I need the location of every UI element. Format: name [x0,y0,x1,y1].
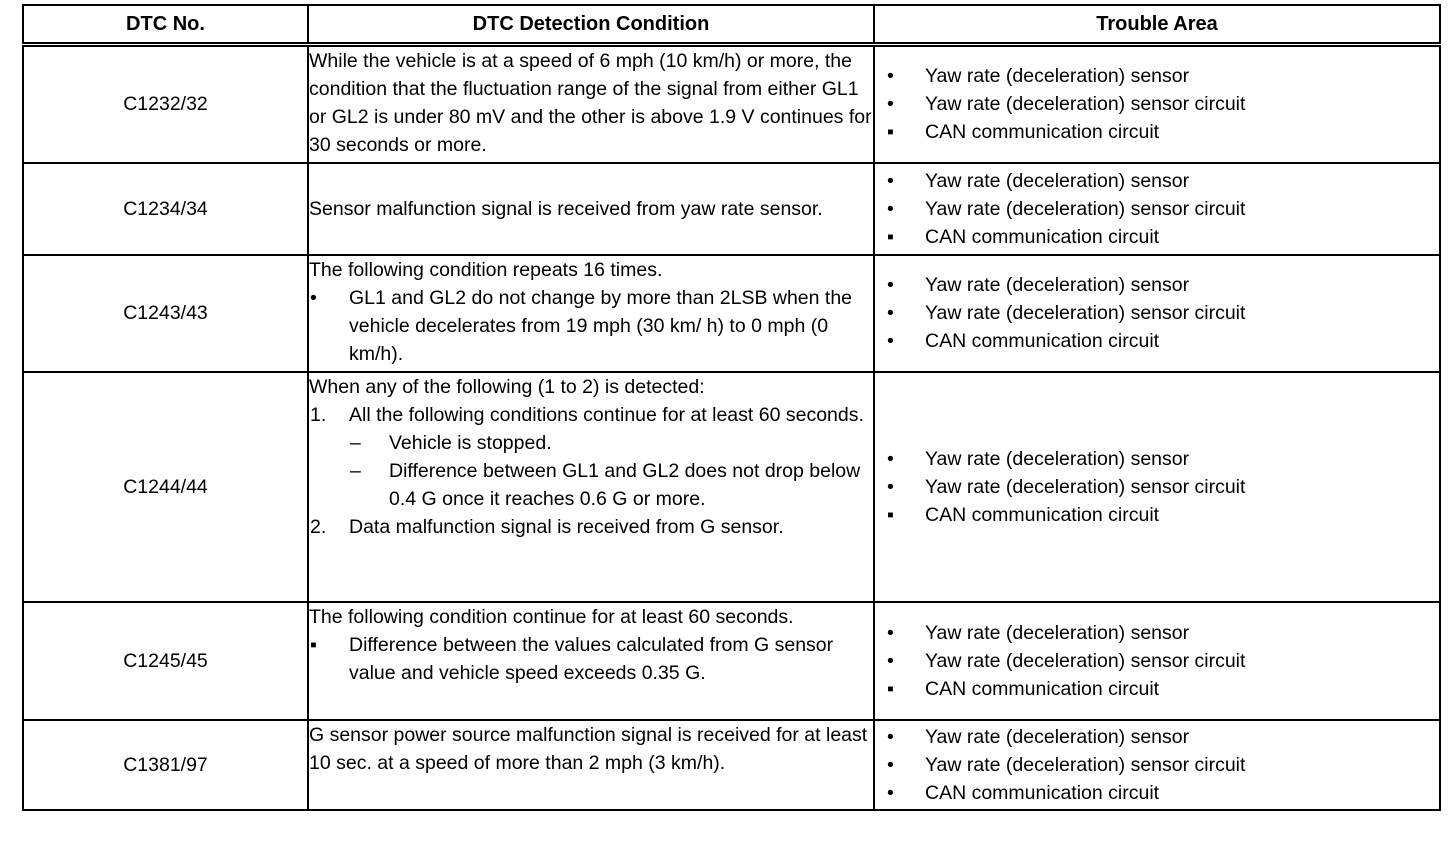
list-item [875,751,1439,779]
trouble-area-item: Yaw rate (deceleration) sensor [925,621,1190,644]
list-item [875,619,1439,647]
dash-icon: – [350,431,361,454]
trouble-area-item: CAN communication circuit [925,503,1160,526]
dash-icon: – [350,459,361,482]
table-row [23,720,1440,810]
bullet-icon: • [887,725,894,748]
condition-item: Data malfunction signal is received from G sensor. [349,515,784,538]
square-bullet-icon: ▪ [887,225,894,248]
bullet-icon: • [887,274,894,296]
condition-subitem: Vehicle is stopped. [389,431,552,454]
trouble-area [874,372,1440,602]
bullet-icon: • [887,302,894,324]
trouble-area-item: Yaw rate (deceleration) sensor circuit [925,93,1246,116]
square-bullet-icon: ▪ [310,633,317,656]
trouble-area-item: CAN communication circuit [925,677,1160,700]
list-item [309,457,873,513]
list-number: 2. [310,515,327,538]
list-item [875,501,1439,529]
trouble-area [874,720,1440,810]
list-item [875,299,1439,327]
trouble-area-item: Yaw rate (deceleration) sensor [925,169,1190,192]
list-item [309,429,873,457]
dtc-code: C1244/44 [23,372,308,602]
condition-subitem: Difference between GL1 and GL2 does not drop below 0.4 G once it reaches 0.6 G or more. [389,459,861,510]
square-bullet-icon: ▪ [887,677,894,700]
trouble-area [874,255,1440,372]
bullet-icon: • [887,65,894,88]
trouble-area-item: Yaw rate (deceleration) sensor [925,274,1190,296]
list-item [875,167,1439,195]
trouble-area-item: CAN communication circuit [925,330,1160,352]
condition-intro: When any of the following (1 to 2) is detected: [309,375,705,398]
condition-text: Sensor malfunction signal is received from yaw rate sensor. [309,197,823,220]
detection-condition [308,163,874,255]
list-item [875,62,1439,90]
table-row [23,163,1440,255]
list-item [875,647,1439,675]
trouble-area-item: Yaw rate (deceleration) sensor circuit [925,475,1246,498]
list-item [875,675,1439,703]
detection-condition [308,45,874,163]
list-item [875,779,1439,807]
trouble-area-item: Yaw rate (deceleration) sensor [925,65,1190,88]
bullet-icon: • [887,169,894,192]
detection-condition [308,720,874,810]
bullet-icon: • [887,197,894,220]
list-item [309,513,873,541]
detection-condition [308,372,874,602]
square-bullet-icon: ▪ [887,121,894,144]
dtc-code: C1232/32 [23,45,308,163]
condition-intro: The following condition repeats 16 times. [309,258,663,281]
bullet-icon: • [887,621,894,644]
list-item [309,631,873,687]
trouble-area-item: CAN communication circuit [925,781,1160,804]
header-detection-condition: DTC Detection Condition [308,5,874,45]
trouble-area-item: Yaw rate (deceleration) sensor circuit [925,649,1246,672]
table-row [23,45,1440,163]
dtc-code: C1245/45 [23,602,308,720]
trouble-area-item: Yaw rate (deceleration) sensor circuit [925,197,1246,220]
square-bullet-icon: ▪ [887,503,894,526]
trouble-area-item: Yaw rate (deceleration) sensor circuit [925,302,1246,324]
condition-text: G sensor power source malfunction signal is received for at least 10 sec. at a speed of more than 2 mph (3 km/h). [309,723,868,774]
condition-bullet: Difference between the values calculated from G sensor value and vehicle speed exceeds 0.35 G. [349,633,834,684]
trouble-area-item: CAN communication circuit [925,225,1160,248]
table-row [23,255,1440,372]
list-item [875,473,1439,501]
bullet-icon: • [887,753,894,776]
header-dtc-no: DTC No. [23,5,308,45]
trouble-area-item: Yaw rate (deceleration) sensor [925,447,1190,470]
list-item [875,118,1439,146]
table-row [23,602,1440,720]
condition-intro: The following condition continue for at least 60 seconds. [309,605,794,628]
dtc-table [22,4,1441,811]
trouble-area [874,45,1440,163]
list-item [875,445,1439,473]
trouble-area-item: CAN communication circuit [925,121,1160,144]
list-item [875,327,1439,355]
bullet-icon: • [310,286,317,309]
trouble-area [874,602,1440,720]
trouble-area [874,163,1440,255]
table-header-row [23,5,1440,45]
bullet-icon: • [887,330,894,352]
trouble-area-item: Yaw rate (deceleration) sensor circuit [925,753,1246,776]
list-item [875,271,1439,299]
header-trouble-area: Trouble Area [874,5,1440,45]
list-item [309,401,873,429]
detection-condition [308,255,874,372]
condition-bullet: GL1 and GL2 do not change by more than 2LSB when the vehicle decelerates from 19 mph (30 km/ h) to 0 mph (0 km/h). [349,286,853,365]
dtc-code: C1243/43 [23,255,308,372]
dtc-code: C1234/34 [23,163,308,255]
bullet-icon: • [887,781,894,804]
bullet-icon: • [887,447,894,470]
dtc-code: C1381/97 [23,720,308,810]
detection-condition [308,602,874,720]
list-item [875,723,1439,751]
list-item [309,284,873,368]
condition-text: While the vehicle is at a speed of 6 mph (10 km/h) or more, the condition that the fluctuation range of the signal from either GL1 or GL2 is under 80 mV and the other is above 1.9 V continues for 30 seconds or more. [309,50,872,156]
bullet-icon: • [887,475,894,498]
bullet-icon: • [887,649,894,672]
list-item [875,223,1439,251]
trouble-area-item: Yaw rate (deceleration) sensor [925,725,1190,748]
bullet-icon: • [887,93,894,116]
list-number: 1. [310,403,327,426]
table-row [23,372,1440,602]
condition-item: All the following conditions continue for at least 60 seconds. [349,403,864,426]
list-item [875,90,1439,118]
list-item [875,195,1439,223]
